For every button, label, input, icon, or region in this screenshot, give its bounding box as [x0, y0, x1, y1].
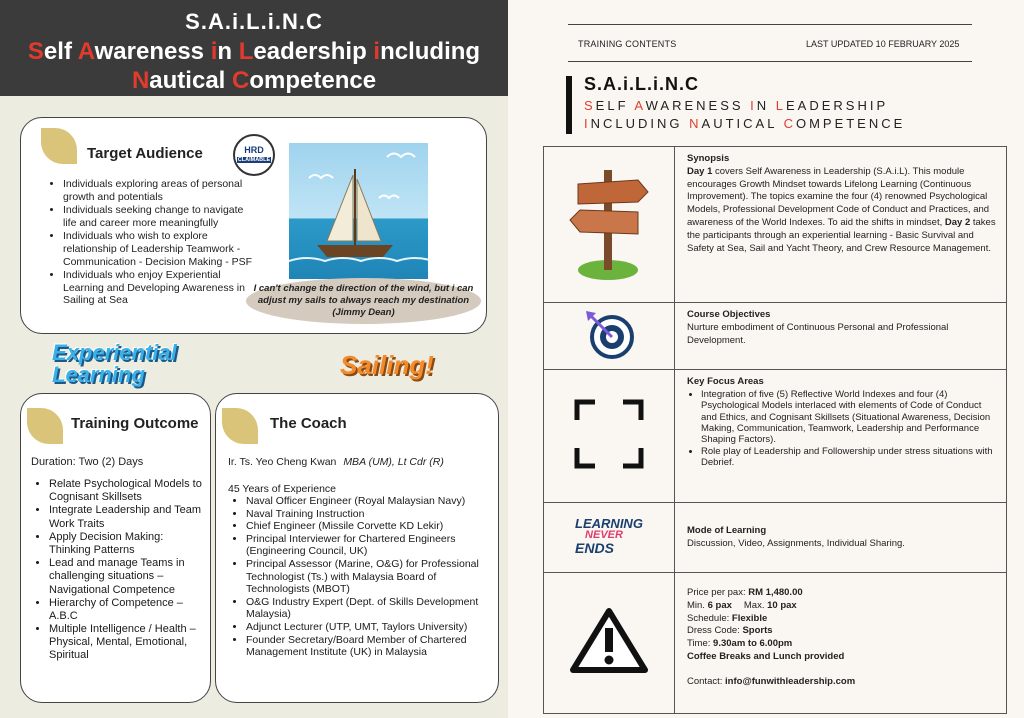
badge-top-text: HRD: [244, 145, 264, 155]
dartboard-icon: [584, 309, 634, 359]
dress-line: [687, 625, 998, 638]
highlight-letter: S: [584, 98, 596, 113]
time-line: [687, 638, 998, 651]
highlight-letter: C: [232, 67, 250, 94]
leaf-icon: [222, 408, 258, 444]
list-item: • Lead and manage Teams in challenging situations – Navigational Competence: [49, 557, 205, 597]
target-cell: [544, 303, 675, 370]
jimmy-dean-quote: I can't change the direction of the wind, but i can adjust my sails to always reach my destination (Jimmy Dean): [246, 278, 481, 324]
title-banner: [0, 0, 508, 96]
price-value: RM 1,480.00: [748, 587, 803, 598]
left-page: [0, 0, 508, 718]
mode-text: Discussion, Video, Assignments, Individual Sharing.: [687, 537, 905, 549]
highlight-letter: I: [584, 116, 591, 131]
coach-title: The Coach: [270, 415, 347, 432]
training-contents-table: [543, 146, 1007, 714]
leaf-icon: [27, 408, 63, 444]
mode-cell-icon: [544, 503, 675, 573]
hrd-claimable-badge: [233, 134, 275, 176]
max-value: 10 pax: [767, 599, 797, 611]
price-label: Price per pax:: [687, 587, 749, 598]
list-item: • Principal Assessor (Marine, O&G) for Professional Technologist (Ts.) with Malaysia Board of Technologists (MBOT): [246, 558, 492, 596]
coach-name-text: Ir. Ts. Yeo Cheng Kwan: [228, 456, 337, 468]
dress-value: Sports: [742, 625, 773, 637]
list-item: • Chief Engineer (Missile Corvette KD Lekir): [246, 520, 492, 533]
synopsis-heading: Synopsis: [687, 153, 730, 164]
sailboat-illustration: [289, 143, 428, 279]
target-audience-title: Target Audience: [87, 145, 203, 162]
objectives-text: Nurture embodiment of Continuous Personal and Professional Development.: [687, 321, 949, 346]
sailing-word-art: Sailing!: [340, 350, 434, 380]
details-cell: [675, 573, 1007, 714]
title-segment: AUTICAL: [701, 116, 784, 131]
min-value: 6 pax: [707, 599, 732, 611]
target-audience-list: [47, 178, 257, 308]
title-accent-bar: [566, 76, 572, 134]
objectives-heading: Course Objectives: [687, 309, 771, 320]
top-rule: [568, 24, 972, 25]
target-audience-card: [20, 117, 487, 334]
right-page: [508, 0, 1024, 718]
course-title: S.A.i.L.i.N.C: [584, 74, 700, 94]
banner-line-2: [0, 38, 508, 66]
training-outcome-list: [33, 478, 205, 663]
title-segment: EADERSHIP: [786, 98, 889, 113]
list-item: • Naval Officer Engineer (Royal Malaysian Navy): [246, 495, 492, 508]
word-art-line-2: Learning: [52, 362, 145, 387]
day2-label: Day 2: [944, 217, 971, 229]
dress-label: Dress Code:: [687, 625, 743, 637]
list-item: • Founder Secretary/Board Member of Chartered Management Institute (UK) in Malaysia: [246, 634, 492, 659]
list-item: • Relate Psychological Models to Cognisant Skillsets: [49, 478, 205, 504]
day1-text: covers Self Awareness in Leadership (S.A.i.L). This module encourages Growth Mindset towards Lifelong Learning (Continuous Improvement). The topics examine the four (4) renowned Psychological Models, Professional Development Code of Conduct and Practices, and awareness of the World Indexes. To aid the shifts in mindset,: [687, 165, 990, 229]
course-subtitle-line-1: [584, 98, 888, 113]
list-item: • Role play of Leadership and Followership under stress situations with Debrief.: [701, 446, 998, 469]
warning-icon: [570, 608, 648, 674]
highlight-letter: S: [27, 38, 44, 65]
contact-line: [687, 676, 998, 689]
header-training-contents: TRAINING CONTENTS: [578, 39, 677, 49]
focus-frame-icon: [573, 398, 645, 470]
title-segment: ncluding: [380, 38, 481, 65]
highlight-letter: L: [238, 38, 254, 65]
list-item: • Naval Training Instruction: [246, 508, 492, 521]
leaf-icon: [41, 128, 77, 164]
pax-line: [687, 600, 998, 613]
synopsis-row: [544, 147, 1007, 303]
title-segment: ELF: [595, 98, 635, 113]
title-segment: autical: [149, 67, 232, 94]
list-item: • Individuals exploring areas of personal growth and potentials: [63, 178, 257, 203]
list-item: • Adjunct Lecturer (UTP, UMT, Taylors University): [246, 621, 492, 634]
mode-cell: [675, 503, 1007, 573]
list-item: • Integration of five (5) Reflective World Indexes and four (4) Psychological Models interlaced with elements of Code of Conduct and Ethics, and Cognisant Skillsets (Situational Awareness, Decision Making, Communication, Teamwork, Leadership and Performance Shaping Factors).: [701, 389, 998, 446]
learning-never-ends-logo: [575, 517, 643, 555]
logo-line-1: LEARNING: [575, 516, 643, 531]
schedule-value: Flexible: [731, 612, 768, 624]
mode-row: [544, 503, 1007, 573]
min-label: Min.: [687, 599, 708, 611]
coach-experience-years: 45 Years of Experience: [228, 483, 336, 495]
coach-card: [215, 393, 499, 703]
list-item: • Multiple Intelligence / Health – Physical, Mental, Emotional, Spiritual: [49, 623, 205, 663]
highlight-letter: A: [634, 98, 646, 113]
title-segment: WARENESS: [645, 98, 751, 113]
list-item: • Integrate Leadership and Team Work Traits: [49, 504, 205, 530]
meals-line: [687, 651, 998, 664]
coach-name: [228, 456, 444, 468]
list-item: • Individuals seeking change to navigate life and career more meaningfully: [63, 204, 257, 229]
list-item: • Hierarchy of Competence – A.B.C: [49, 597, 205, 623]
focus-row: [544, 370, 1007, 503]
list-item: • Apply Decision Making: Thinking Patterns: [49, 531, 205, 557]
header-last-updated: LAST UPDATED 10 FEBRUARY 2025: [806, 39, 960, 49]
title-segment: n: [217, 38, 239, 65]
details-row: [544, 573, 1007, 714]
highlight-letter: I: [750, 98, 757, 113]
focus-cell: [675, 370, 1007, 503]
experiential-learning-word-art: [52, 342, 177, 386]
synopsis-cell: [675, 147, 1007, 303]
focus-heading: Key Focus Areas: [687, 376, 764, 387]
title-segment: eadership: [253, 38, 374, 65]
title-segment: OMPETENCE: [795, 116, 906, 131]
title-segment: N: [756, 98, 776, 113]
coach-experience-list: [230, 495, 492, 659]
highlight-letter: N: [689, 116, 702, 131]
title-segment: NCLUDING: [590, 116, 690, 131]
badge-bottom-text: CLAIMABLE: [237, 156, 271, 163]
highlight-letter: C: [783, 116, 796, 131]
highlight-letter: i: [210, 38, 218, 65]
training-outcome-title: Training Outcome: [71, 415, 199, 432]
time-value: 9.30am to 6.00pm: [713, 638, 793, 650]
objectives-row: [544, 303, 1007, 370]
highlight-letter: N: [131, 67, 150, 94]
highlight-letter: L: [775, 98, 787, 113]
banner-acronym: S.A.i.L.i.N.C: [185, 9, 323, 34]
header-rule: [568, 61, 972, 62]
logo-line-2: NEVER: [585, 529, 623, 541]
list-item: • Individuals who wish to explore relationship of Leadership Teamwork - Communication - Decision Making - PSF: [63, 230, 257, 268]
focus-list: [687, 389, 998, 469]
contact-label: Contact:: [687, 675, 726, 687]
day2-text: takes the participants through an experiential learning - Basic Survival and Safety at Sea, Sail and Yacht Theory, and Crew Resource Management.: [687, 217, 996, 254]
coach-credentials: MBA (UM), Lt Cdr (R): [343, 456, 444, 468]
focus-cell-icon: [544, 370, 675, 503]
synopsis-body: [687, 166, 998, 256]
list-item: • Individuals who enjoy Experiential Learning and Developing Awareness in Sailing at Sea: [63, 269, 257, 307]
contact-email[interactable]: info@funwithleadership.com: [725, 675, 856, 687]
time-label: Time:: [687, 638, 714, 650]
objectives-cell: [675, 303, 1007, 370]
list-item: • O&G Industry Expert (Dept. of Skills Development Malaysia): [246, 596, 492, 621]
logo-line-3: ENDS: [575, 540, 614, 556]
warning-cell: [544, 573, 675, 714]
schedule-label: Schedule:: [687, 612, 732, 624]
meals-value: Coffee Breaks and Lunch provided: [687, 651, 845, 663]
highlight-letter: i: [373, 38, 381, 65]
list-item: • Principal Interviewer for Chartered Engineers (Engineering Council, UK): [246, 533, 492, 558]
signpost-cell: [544, 147, 675, 303]
signpost-icon: [564, 162, 654, 282]
schedule-line: [687, 613, 998, 626]
day1-label: Day 1: [687, 165, 713, 177]
title-segment: ompetence: [249, 67, 377, 94]
highlight-letter: A: [77, 38, 95, 65]
max-label: Max.: [743, 599, 768, 611]
course-subtitle-line-2: [584, 116, 905, 131]
duration-text: Duration: Two (2) Days: [31, 456, 144, 468]
sailboat-icon: [289, 143, 428, 279]
title-segment: elf: [43, 38, 78, 65]
title-segment: wareness: [94, 38, 211, 65]
word-art-line-1: Experiential: [52, 340, 177, 365]
training-outcome-card: [20, 393, 211, 703]
price-line: [687, 587, 998, 600]
mode-heading: Mode of Learning: [687, 524, 767, 536]
banner-line-3: [0, 67, 508, 95]
